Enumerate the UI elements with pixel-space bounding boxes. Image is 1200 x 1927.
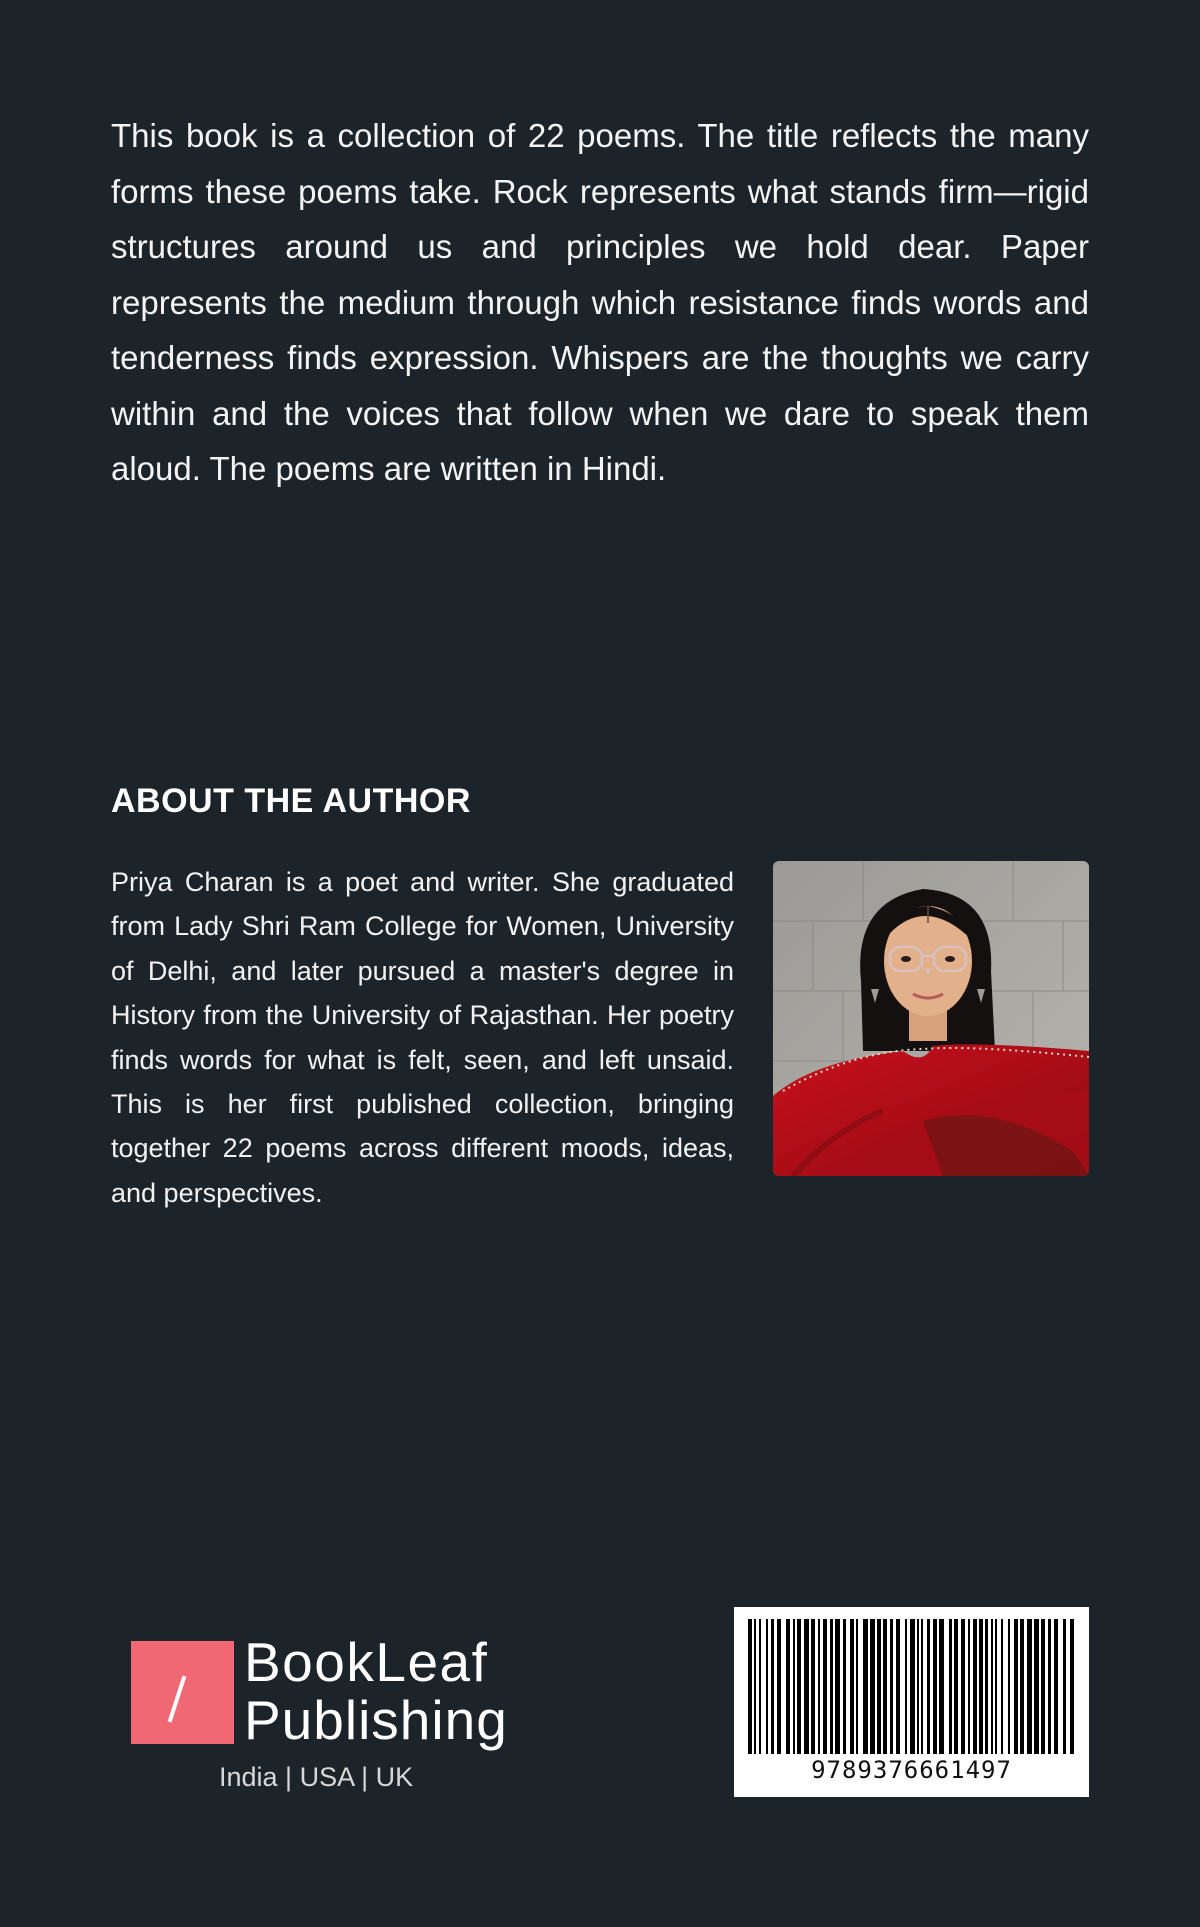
barcode-bar <box>1063 1619 1066 1754</box>
bookleaf-logo-icon <box>131 1641 234 1744</box>
barcode-bar <box>973 1619 977 1754</box>
barcode-bar <box>954 1619 958 1754</box>
barcode-bar <box>766 1619 768 1754</box>
about-author-heading: ABOUT THE AUTHOR <box>111 782 471 820</box>
barcode-bar <box>961 1619 965 1754</box>
barcode-bar <box>1020 1619 1024 1754</box>
barcode-bar <box>863 1619 868 1754</box>
barcode-bar <box>905 1619 907 1754</box>
barcode-bar <box>811 1619 815 1754</box>
publisher-name-line1: BookLeaf <box>244 1631 489 1693</box>
book-blurb: This book is a collection of 22 poems. The title reflects the many forms these poems take. Rock represents what stands firm—rigid structures around us and principles we hold dear. Paper represents the medium through which resistance finds words and tenderness finds expression. Whispers are the thoughts we carry within and the voices that follow when we dare to speak them aloud. The poems are written in Hindi. <box>111 117 1089 487</box>
barcode-bar <box>877 1619 881 1754</box>
barcode-bar <box>927 1619 930 1754</box>
barcode-bar <box>797 1619 801 1754</box>
barcode-bar <box>777 1619 781 1754</box>
barcode-bar <box>759 1619 761 1754</box>
barcode-bar <box>1034 1619 1039 1754</box>
barcode-bar <box>939 1619 944 1754</box>
barcode-bar <box>754 1619 756 1754</box>
barcode-bar <box>933 1619 937 1754</box>
isbn-barcode <box>734 1607 1089 1797</box>
barcode-bar <box>1027 1619 1032 1754</box>
author-photo <box>773 861 1089 1176</box>
barcode-bar <box>804 1619 809 1754</box>
barcode-bar <box>1001 1619 1003 1754</box>
isbn-number: 9789376661497 <box>811 1756 1012 1784</box>
barcode-bar <box>949 1619 952 1754</box>
barcode-bar <box>1054 1619 1058 1754</box>
barcode-bar <box>856 1619 858 1754</box>
barcode-bar <box>786 1619 790 1754</box>
barcode-bar <box>771 1619 774 1754</box>
barcode-bar <box>896 1619 900 1754</box>
barcode-bar <box>1048 1619 1051 1754</box>
barcode-bars <box>746 1619 1077 1754</box>
barcode-bar <box>1008 1619 1010 1754</box>
barcode-bar <box>850 1619 854 1754</box>
slash-mark <box>168 1676 187 1723</box>
barcode-bar <box>890 1619 893 1754</box>
barcode-bar <box>1070 1619 1074 1754</box>
barcode-bar <box>835 1619 840 1754</box>
barcode-bar <box>921 1619 923 1754</box>
barcode-bar <box>823 1619 827 1754</box>
publisher-name-line2: Publishing <box>244 1689 508 1751</box>
barcode-bar <box>1014 1619 1018 1754</box>
barcode-bar <box>991 1619 993 1754</box>
barcode-bar <box>979 1619 983 1754</box>
barcode-bar <box>968 1619 970 1754</box>
barcode-bar <box>870 1619 875 1754</box>
barcode-bar <box>910 1619 915 1754</box>
publisher-regions: India | USA | UK <box>219 1762 414 1792</box>
barcode-bar <box>917 1619 919 1754</box>
publisher-logo <box>131 1631 531 1796</box>
author-bio: Priya Charan is a poet and writer. She graduated from Lady Shri Ram College for Women, University of Delhi, and later pursued a master's degree in History from the University of Rajasthan. Her poetry finds words for what is felt, seen, and left unsaid. This is her first published collection, bringing together 22 poems across different moods, ideas, and perspectives. <box>111 867 734 1208</box>
barcode-bar <box>995 1619 997 1754</box>
barcode-bar <box>818 1619 820 1754</box>
barcode-bar <box>843 1619 846 1754</box>
barcode-bar <box>1041 1619 1045 1754</box>
barcode-bar <box>793 1619 795 1754</box>
barcode-bar <box>883 1619 887 1754</box>
barcode-bar <box>830 1619 833 1754</box>
barcode-bar <box>985 1619 988 1754</box>
barcode-bar <box>748 1619 752 1754</box>
